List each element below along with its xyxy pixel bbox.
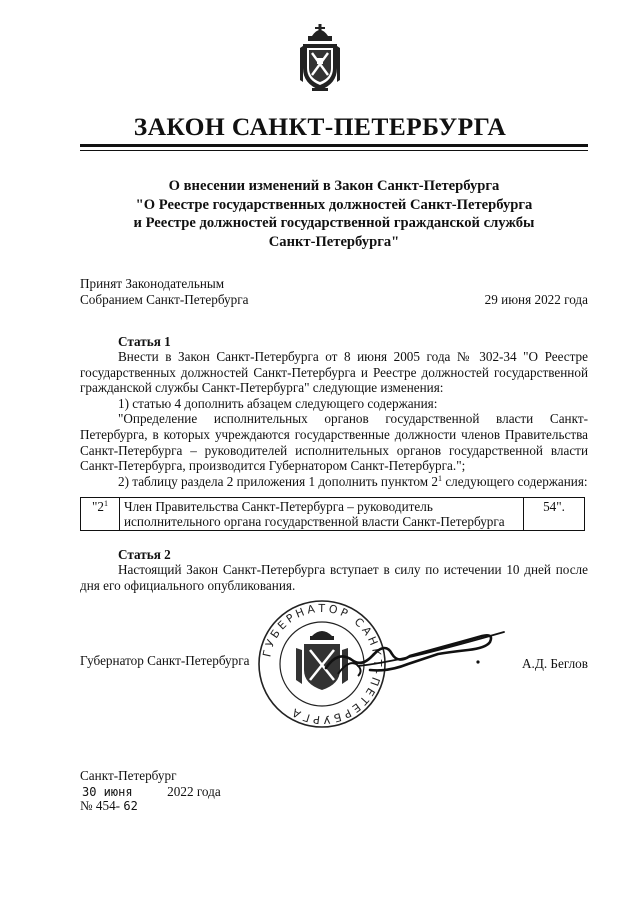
row-number-superscript: 1 <box>103 499 108 508</box>
article-1-paragraph: 1) статью 4 дополнить абзацем следующего содержания: <box>118 395 438 411</box>
item-2-suffix: следующего содержания: <box>442 473 588 489</box>
item-2-superscript: 1 <box>438 473 443 483</box>
subject-line: "О Реестре государственных должностей Санкт-Петербурга <box>135 196 533 213</box>
adoption-line-1: Принят Законодательным <box>80 276 225 291</box>
law-number <box>80 798 138 814</box>
law-title: ЗАКОН САНКТ-ПЕТЕРБУРГА <box>133 112 507 141</box>
article-1-paragraph: Внести в Закон Санкт-Петербурга от 8 июня 2005 года № 302-34 "О Реестре государственных должностей Санкт-Петербурга и Реестре должностей государственной гражданской службы Санкт-Петербурга" следующие изменения: <box>80 349 588 396</box>
stamped-date: 30 июня <box>82 785 133 799</box>
seal-text: ГУБЕРНАТОР САНКТ-ПЕТЕРБУРГА <box>260 601 385 727</box>
table-cell-code: 54". <box>524 498 585 531</box>
governor-name: А.Д. Беглов <box>522 656 588 671</box>
coat-of-arms-icon <box>298 22 342 94</box>
subject-line: и Реестре должностей государственной гражданской службы <box>133 215 535 231</box>
position-line-1: Член Правительства Санкт-Петербурга – руководитель <box>124 499 433 514</box>
subject-line: Санкт-Петербурга" <box>268 233 400 250</box>
law-subject <box>80 177 588 251</box>
adoption-date: 29 июня 2022 года <box>484 292 588 307</box>
title-rule-thin <box>80 150 588 151</box>
law-number-prefix: № 454- <box>80 798 121 813</box>
subject-line: О внесении изменений в Закон Санкт-Петербурга <box>168 178 500 194</box>
article-1-body <box>80 349 588 489</box>
inserted-table <box>80 497 585 531</box>
handwritten-signature-icon <box>318 620 508 682</box>
article-1-paragraph: "Определение исполнительных органов государственной власти Санкт-Петербурга, в которых учреждаются государственные должности членов Правительства Санкт-Петербурга – руководителей исполнительных органов государственной власти Санкт-Петербурга, производится Губернатором Санкт-Петербурга."; <box>80 411 588 474</box>
article-1-item-2 <box>80 474 588 490</box>
adoption-line-2: Собранием Санкт-Петербурга <box>80 292 249 307</box>
governor-title: Губернатор Санкт-Петербурга <box>80 653 250 668</box>
city-name: Санкт-Петербург <box>80 768 177 783</box>
signing-year: 2022 года <box>167 784 221 799</box>
stamped-law-number: 62 <box>123 799 138 813</box>
table-row <box>81 498 585 531</box>
adoption-note <box>80 276 310 308</box>
article-2-heading: Статья 2 <box>118 547 171 562</box>
position-line-2: исполнительного органа государственной власти Санкт-Петербурга <box>124 514 505 529</box>
title-rule-thick <box>80 144 588 147</box>
table-cell-position <box>120 498 524 531</box>
item-2-prefix: 2) таблицу раздела 2 приложения 1 дополнить пунктом 2 <box>118 473 439 489</box>
table-cell-number <box>81 498 120 531</box>
row-number: "2 <box>92 499 104 514</box>
article-1-heading: Статья 1 <box>118 334 171 349</box>
article-2-paragraph: Настоящий Закон Санкт-Петербурга вступает в силу по истечении 10 дней после дня его официального опубликования. <box>80 562 588 593</box>
article-2-body <box>80 562 588 593</box>
